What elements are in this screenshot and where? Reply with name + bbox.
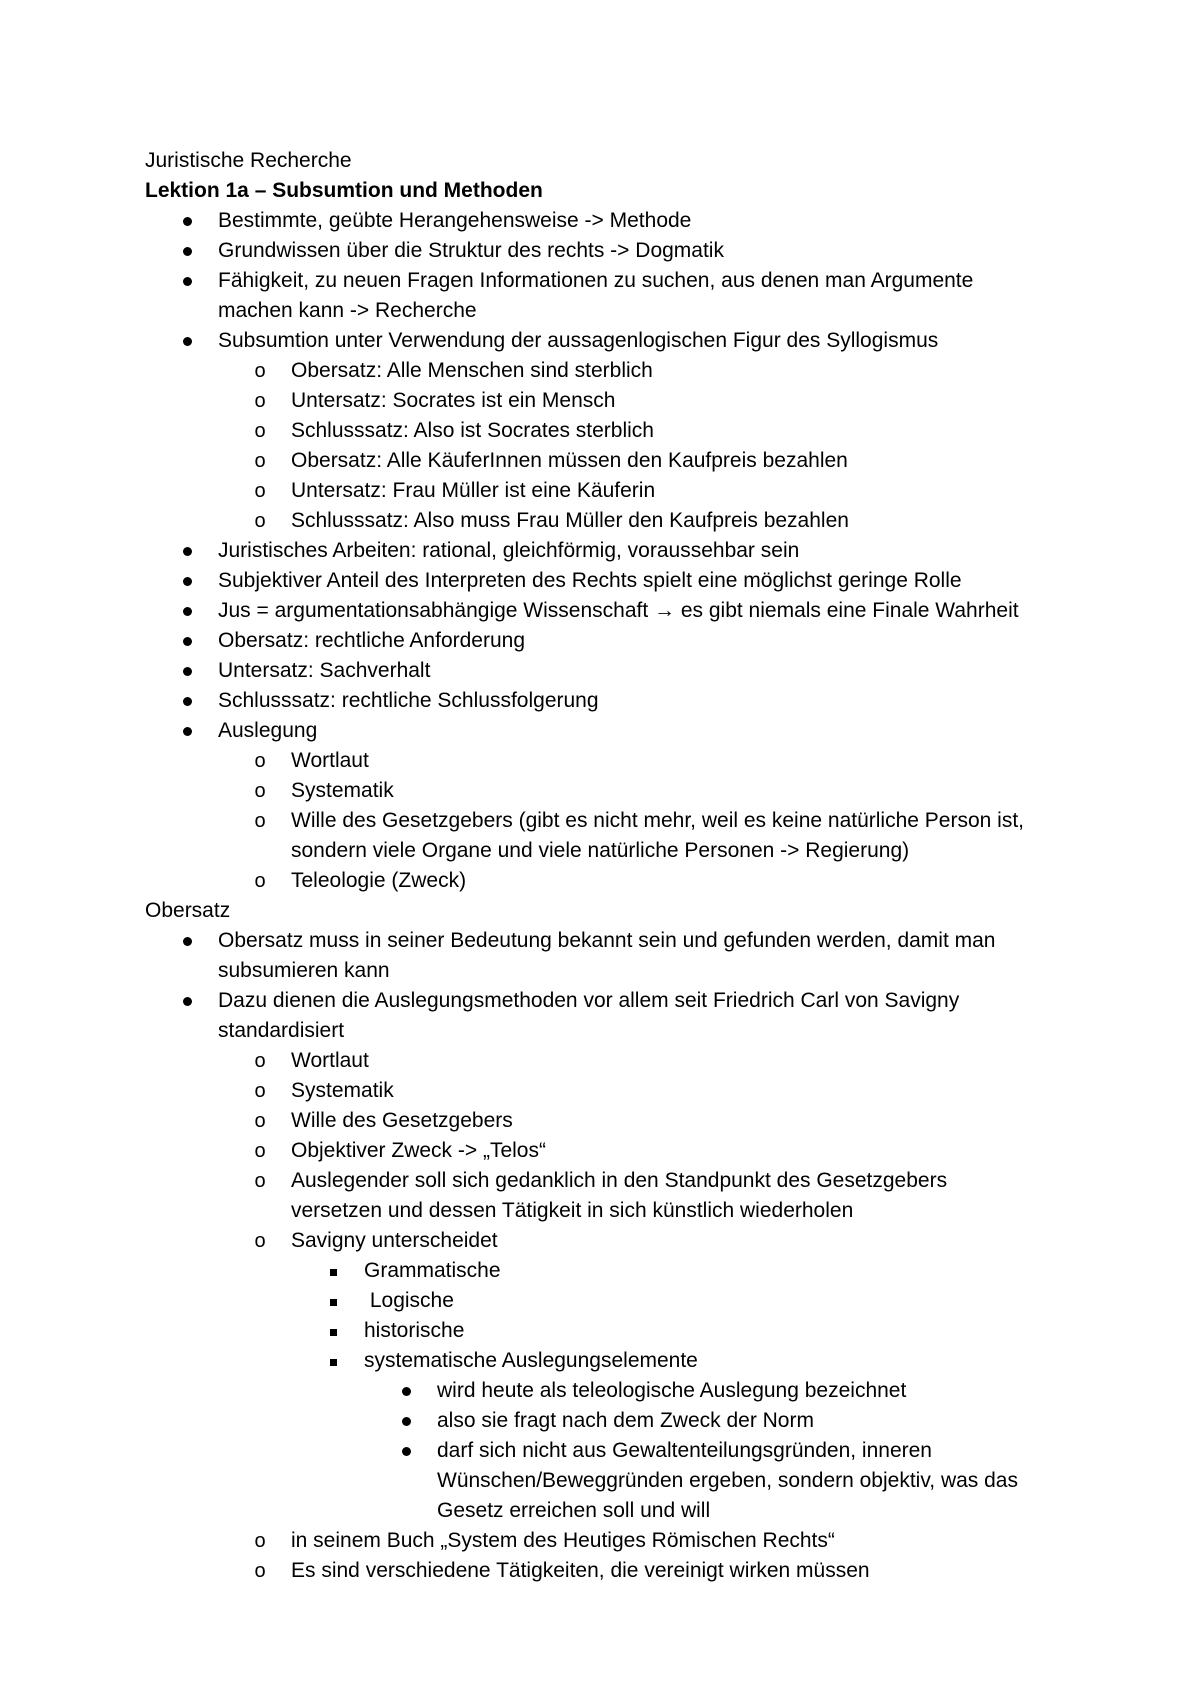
list-item: o Systematik	[145, 776, 1105, 806]
square-bullet-icon	[323, 1346, 343, 1376]
bullet-icon	[177, 656, 197, 686]
circle-bullet-icon: o	[254, 1110, 266, 1132]
circle-bullet-icon: o	[254, 1050, 266, 1072]
bullet-icon	[177, 716, 197, 746]
list-item: o Wille des Gesetzgebers	[145, 1106, 1105, 1136]
list-item: Subjektiver Anteil des Interpreten des Rechts spielt eine möglichst geringe Rolle	[145, 566, 1105, 596]
list-item: Juristisches Arbeiten: rational, gleichförmig, voraussehbar sein	[145, 536, 1105, 566]
bullet-icon	[396, 1376, 416, 1406]
circle-bullet-icon: o	[254, 1560, 266, 1582]
list-item: systematische Auslegungselemente	[145, 1346, 1105, 1376]
document-title: Juristische Recherche	[145, 149, 352, 172]
list-item: Schlusssatz: rechtliche Schlussfolgerung	[145, 686, 1105, 716]
circle-bullet-icon: o	[254, 510, 266, 532]
circle-bullet-icon: o	[254, 390, 266, 412]
list-item: o Teleologie (Zweck)	[145, 866, 1105, 896]
circle-bullet-icon: o	[254, 1080, 266, 1102]
list-item: o Schlusssatz: Also ist Socrates sterblich	[145, 416, 1105, 446]
list-item: o Wortlaut	[145, 1046, 1105, 1076]
list-item: o Objektiver Zweck -> „Telos“	[145, 1136, 1105, 1166]
circle-bullet-icon: o	[254, 480, 266, 502]
list-item: Dazu dienen die Auslegungsmethoden vor allem seit Friedrich Carl von Savigny standardisiert	[145, 986, 978, 1046]
lesson-heading: Lektion 1a – Subsumtion und Methoden	[145, 179, 543, 202]
list-item: o Obersatz: Alle Menschen sind sterblich	[145, 356, 1105, 386]
list-item: also sie fragt nach dem Zweck der Norm	[145, 1406, 1105, 1436]
circle-bullet-icon: o	[254, 780, 266, 802]
list-item: Grammatische	[145, 1256, 1105, 1286]
list-item: o Es sind verschiedene Tätigkeiten, die vereinigt wirken müssen	[145, 1556, 1105, 1586]
bullet-icon	[177, 236, 197, 266]
list-item: darf sich nicht aus Gewaltenteilungsgründen, inneren Wünschen/Beweggründen ergeben, sondern objektiv, was das Gesetz erreichen soll und will	[145, 1436, 1057, 1526]
bullet-icon	[177, 536, 197, 566]
list-item: o Untersatz: Socrates ist ein Mensch	[145, 386, 1105, 416]
bullet-icon	[177, 326, 197, 356]
list-item: o Auslegender soll sich gedanklich in den Standpunkt des Gesetzgebers versetzen und dessen Tätigkeit in sich künstlich wiederholen	[145, 1166, 1031, 1226]
document-body	[145, 146, 1105, 1586]
list-item: o Schlusssatz: Also muss Frau Müller den Kaufpreis bezahlen	[145, 506, 1105, 536]
bullet-icon	[177, 686, 197, 716]
list-item: o in seinem Buch „System des Heutiges Römischen Rechts“	[145, 1526, 1105, 1556]
list-item: o Savigny unterscheidet	[145, 1226, 1105, 1256]
bullet-icon	[177, 266, 197, 296]
list-item: historische	[145, 1316, 1105, 1346]
circle-bullet-icon: o	[254, 1140, 266, 1162]
bullet-icon	[396, 1406, 416, 1436]
list-item: Obersatz: rechtliche Anforderung	[145, 626, 1105, 656]
circle-bullet-icon: o	[254, 420, 266, 442]
list-item: o Systematik	[145, 1076, 1105, 1106]
list-item: Jus = argumentationsabhängige Wissenschaft → es gibt niemals eine Finale Wahrheit	[145, 596, 1105, 626]
square-bullet-icon	[323, 1316, 343, 1346]
list-item: o Wortlaut	[145, 746, 1105, 776]
list-item: Logische	[145, 1286, 1105, 1316]
circle-bullet-icon: o	[254, 750, 266, 772]
list-item: o Obersatz: Alle KäuferInnen müssen den Kaufpreis bezahlen	[145, 446, 1105, 476]
square-bullet-icon	[323, 1286, 343, 1316]
circle-bullet-icon: o	[254, 1170, 266, 1192]
list-item: Untersatz: Sachverhalt	[145, 656, 1105, 686]
bullet-icon	[177, 626, 197, 656]
bullet-icon	[177, 566, 197, 596]
circle-bullet-icon: o	[254, 450, 266, 472]
bullet-icon	[177, 926, 197, 956]
bullet-icon	[177, 986, 197, 1016]
square-bullet-icon	[323, 1256, 343, 1286]
list-item: Grundwissen über die Struktur des rechts -> Dogmatik	[145, 236, 1105, 266]
list-item: Obersatz muss in seiner Bedeutung bekannt sein und gefunden werden, damit man subsumieren kann	[145, 926, 1008, 986]
list-item: Bestimmte, geübte Herangehensweise -> Methode	[145, 206, 1105, 236]
circle-bullet-icon: o	[254, 870, 266, 892]
bullet-icon	[396, 1436, 416, 1466]
bullet-icon	[177, 206, 197, 236]
section-heading: Obersatz	[145, 899, 231, 922]
circle-bullet-icon: o	[254, 1230, 266, 1252]
circle-bullet-icon: o	[254, 1530, 266, 1552]
list-item: Subsumtion unter Verwendung der aussagenlogischen Figur des Syllogismus	[145, 326, 1105, 356]
list-item: o Untersatz: Frau Müller ist eine Käuferin	[145, 476, 1105, 506]
list-item: Fähigkeit, zu neuen Fragen Informationen zu suchen, aus denen man Argumente machen kann -> Recherche	[145, 266, 1018, 326]
list-item: Auslegung	[145, 716, 1105, 746]
circle-bullet-icon: o	[254, 360, 266, 382]
bullet-icon	[177, 596, 197, 626]
circle-bullet-icon: o	[254, 810, 266, 832]
list-item: wird heute als teleologische Auslegung bezeichnet	[145, 1376, 1105, 1406]
list-item: o Wille des Gesetzgebers (gibt es nicht mehr, weil es keine natürliche Person ist, sondern viele Organe und viele natürliche Personen -> Regierung)	[145, 806, 1071, 866]
